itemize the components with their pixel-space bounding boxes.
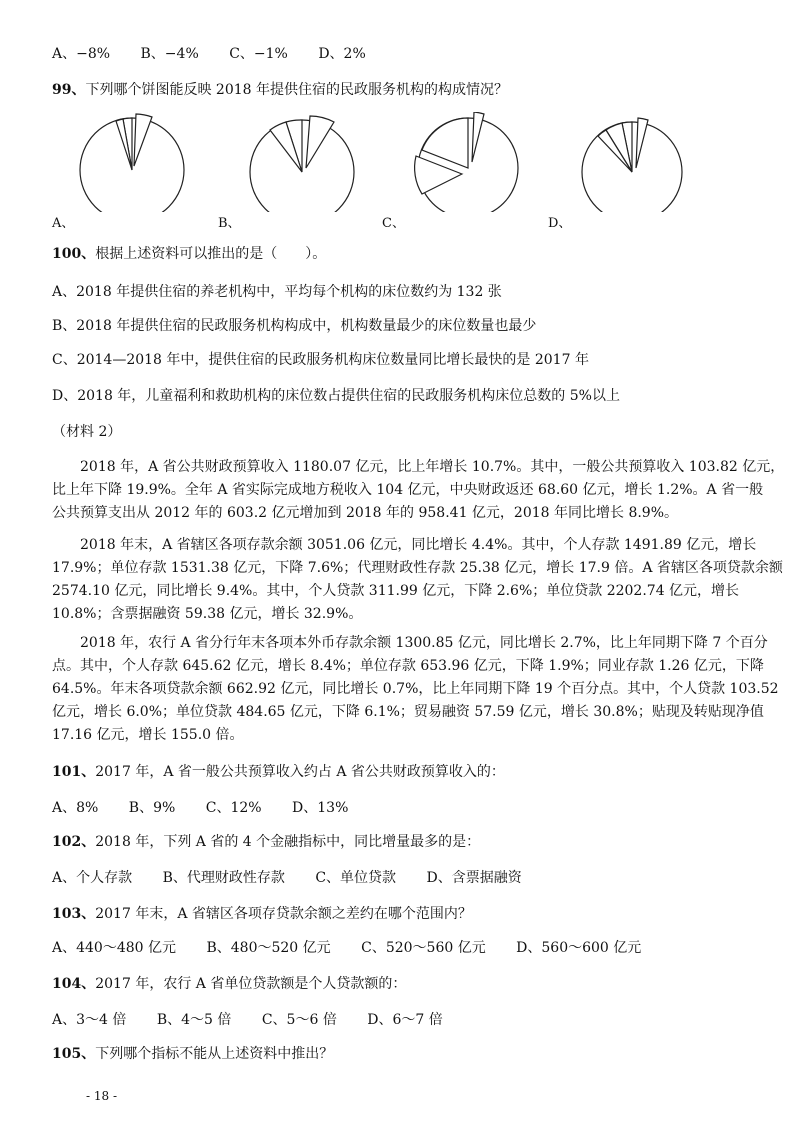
option-c[interactable]: C、−1% — [229, 46, 288, 62]
option-d[interactable]: D、6～7 倍 — [367, 1012, 443, 1028]
question-100 — [52, 244, 326, 264]
q102-options — [52, 868, 548, 888]
q100-option-c[interactable]: C、2014—2018 年中，提供住宿的民政服务机构床位数量同比增长最快的是 2017 年 — [52, 352, 589, 368]
q101-options — [52, 798, 374, 818]
pie-option-a[interactable] — [52, 112, 222, 232]
paragraph-line: 2574.10 亿元，同比增长 9.4%。其中，个人贷款 311.99 亿元，下降 2.6%；单位贷款 2202.74 亿元，增长 — [52, 583, 740, 599]
option-a[interactable]: A、8% — [52, 800, 99, 816]
pie-chart-c — [382, 112, 552, 212]
option-c[interactable]: C、5～6 倍 — [261, 1012, 337, 1028]
question-number: 104、 — [52, 976, 96, 992]
question-number: 99、 — [52, 82, 86, 98]
question-104 — [52, 974, 406, 994]
option-b[interactable]: B、代理财政性存款 — [162, 870, 285, 886]
pie-label-d: D、 — [548, 216, 572, 231]
question-number: 105、 — [52, 1046, 96, 1062]
option-c[interactable]: C、520～560 亿元 — [361, 940, 486, 956]
option-a[interactable]: A、440～480 亿元 — [52, 940, 177, 956]
question-text: 下列哪个指标不能从上述资料中推出？ — [95, 1046, 334, 1062]
option-b[interactable]: B、480～520 亿元 — [206, 940, 331, 956]
question-text: 2017 年末，A 省辖区各项存贷款余额之差约在哪个范围内？ — [95, 906, 472, 922]
option-d[interactable]: D、含票据融资 — [426, 870, 522, 886]
paragraph-line: 17.9%；单位存款 1531.38 亿元，下降 7.6%；代理财政性存款 25.38 亿元，增长 17.9 倍。A 省辖区各项贷款余额 — [52, 560, 783, 576]
pie-option-d[interactable] — [548, 112, 718, 232]
paragraph-line: 17.16 亿元，增长 155.0 倍。 — [52, 727, 244, 743]
paragraph-line: 比上年下降 19.9%。全年 A 省实际完成地方税收入 104 亿元，中央财政返还 68.60 亿元，增长 1.2%。A 省一般 — [52, 482, 764, 498]
question-number: 100、 — [52, 246, 96, 262]
option-c[interactable]: C、12% — [205, 800, 262, 816]
question-text: 根据上述资料可以推出的是（ ）。 — [95, 246, 327, 262]
option-d[interactable]: D、2% — [318, 46, 366, 62]
paragraph-line: 公共预算支出从 2012 年的 603.2 亿元增加到 2018 年的 958.41 亿元，2018 年同比增长 8.9%。 — [52, 505, 679, 521]
pie-chart-b — [218, 112, 388, 212]
question-103 — [52, 904, 472, 924]
pie-chart-d — [548, 112, 718, 212]
paragraph-line: 2018 年，A 省公共财政预算收入 1180.07 亿元，比上年增长 10.7%。其中，一般公共预算收入 103.82 亿元， — [80, 459, 785, 475]
material-paragraph-3 — [52, 632, 779, 747]
option-d[interactable]: D、560～600 亿元 — [516, 940, 642, 956]
question-102 — [52, 832, 480, 852]
question-105 — [52, 1044, 333, 1064]
question-number: 103、 — [52, 906, 96, 922]
pie-label-b: B、 — [218, 216, 241, 231]
paragraph-line: 2018 年末，A 省辖区各项存款余额 3051.06 亿元，同比增长 4.4%。其中，个人存款 1491.89 亿元，增长 — [80, 537, 757, 553]
paragraph-line: 64.5%。年末各项贷款余额 662.92 亿元，同比增长 0.7%，比上年同期下降 19 个百分点。其中，个人贷款 103.52 — [52, 681, 779, 697]
q100-option-b[interactable]: B、2018 年提供住宿的民政服务机构构成中，机构数量最少的床位数量也最少 — [52, 318, 537, 334]
q98-options — [52, 44, 392, 64]
paragraph-line: 10.8%；含票据融资 59.38 亿元，增长 32.9%。 — [52, 606, 363, 622]
question-text: 2017 年，农行 A 省单位贷款额是个人贷款额的： — [95, 976, 407, 992]
option-b[interactable]: B、9% — [128, 800, 176, 816]
q103-options — [52, 938, 667, 958]
option-d[interactable]: D、13% — [292, 800, 349, 816]
question-text: 下列哪个饼图能反映 2018 年提供住宿的民政服务机构的构成情况？ — [85, 82, 509, 98]
option-a[interactable]: A、−8% — [52, 46, 111, 62]
question-99 — [52, 80, 508, 100]
paragraph-line: 亿元，增长 6.0%；单位贷款 484.65 亿元，下降 6.1%；贸易融资 57.59 亿元，增长 30.8%；贴现及转贴现净值 — [52, 704, 764, 720]
material-paragraph-1 — [52, 456, 785, 525]
paragraph-line: 2018 年，农行 A 省分行年末各项本外币存款余额 1300.85 亿元，同比增长 2.7%，比上年同期下降 7 个百分 — [80, 635, 768, 651]
page-number: - 18 - — [86, 1089, 118, 1103]
question-text: 2017 年，A 省一般公共预算收入约占 A 省公共财政预算收入的： — [95, 764, 505, 780]
pie-label-c: C、 — [382, 216, 405, 231]
q100-option-a[interactable]: A、2018 年提供住宿的养老机构中，平均每个机构的床位数约为 132 张 — [52, 284, 502, 300]
question-number: 101、 — [52, 764, 96, 780]
option-b[interactable]: B、4～5 倍 — [156, 1012, 232, 1028]
option-b[interactable]: B、−4% — [140, 46, 199, 62]
option-a[interactable]: A、个人存款 — [52, 870, 133, 886]
paragraph-line: 点。其中，个人存款 645.62 亿元，增长 8.4%；单位存款 653.96 亿元，下降 1.9%；同业存款 1.26 亿元，下降 — [52, 658, 764, 674]
material-paragraph-2 — [52, 534, 783, 626]
pie-chart-a — [52, 112, 212, 212]
option-a[interactable]: A、3～4 倍 — [52, 1012, 127, 1028]
pie-option-b[interactable] — [218, 112, 388, 232]
question-101 — [52, 762, 505, 782]
option-c[interactable]: C、单位贷款 — [315, 870, 397, 886]
pie-option-c[interactable] — [382, 112, 552, 232]
q100-option-d[interactable]: D、2018 年，儿童福利和救助机构的床位数占提供住宿的民政服务机构床位总数的 5%以上 — [52, 388, 620, 404]
q104-options — [52, 1010, 469, 1030]
pie-label-a: A、 — [52, 216, 75, 231]
question-number: 102、 — [52, 834, 96, 850]
question-text: 2018 年，下列 A 省的 4 个金融指标中，同比增量最多的是： — [95, 834, 481, 850]
material-heading: （材料 2） — [52, 424, 122, 440]
